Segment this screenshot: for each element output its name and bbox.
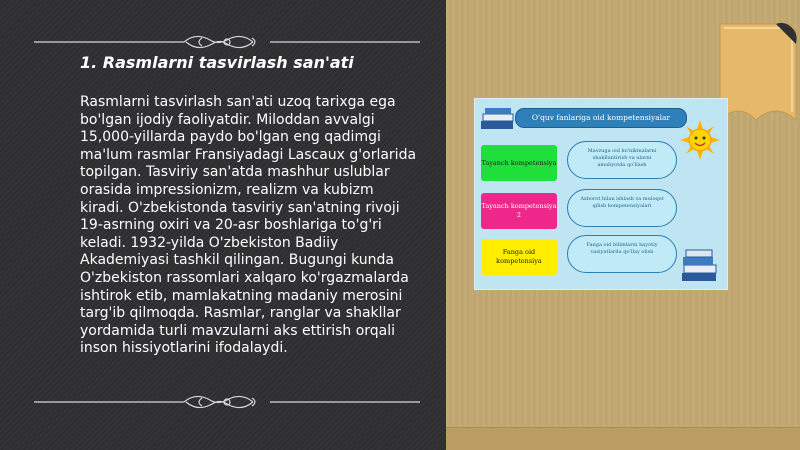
bookmark-tab [716,20,798,130]
books-icon [479,105,517,133]
slide-image-header: O'quv fanlariga oid kompetensiyalar [515,108,687,128]
slide-title: 1. Rasmlarni tasvirlash san'ati [80,53,354,72]
competency-slide-image [474,98,728,290]
competency-box-2: Tayanch kompetensiya 2 [481,193,557,229]
sun-icon [679,119,721,161]
competency-cloud-2: Axborot bilan ishlash va muloqot qilish kompetensiyalari [567,189,677,227]
competency-cloud-3: Fanga oid bilimlarni hayotiy vaziyatlarda qo'llay olish [567,235,677,273]
books-stack-icon [679,247,719,283]
ornament-divider-bottom [34,392,420,412]
slide-body-text: Rasmlarni tasvirlash san'ati uzoq tarixga ega bo'lgan ijodiy faoliyatdir. Miloddan avvalgi 15,000-yillarda paydo bo'lgan eng qadimgi ma'lum rasmlar Fransiyadagi Lascaux g'orlarida topilgan. Tasviriy san'atda mashhur uslublar orasida impressionizm, realizm va kubizm kiradi. O'zbekistonda tasviriy san'atning rivoji 19-asrning oxiri va 20-asr boshlariga to'g'ri keladi. 1932-yilda O'zbekiston Badiiy Akademiyasi tashkil qilingan. Bugungi kunda O'zbekiston rassomlari xalqaro ko'rgazmalarda ishtirok etib, mamlakatning madaniy merosini targ'ib qilmoqda. Rasmlar, ranglar va shakllar yordamida turli mavzularni aks ettirish orqali inson hissiyotlarini ifodalaydi. [80,94,417,357]
competency-box-1: Tayanch kompetensiya [481,145,557,181]
competency-box-3: Fanga oid kompetensiya [481,239,557,275]
competency-cloud-1: Mavzuga oid ko'nikmalarni shakllantirish va ularni amaliyotda qo'llash [567,141,677,179]
ornament-divider-top [34,32,420,52]
panel-bottom-band [446,427,800,450]
